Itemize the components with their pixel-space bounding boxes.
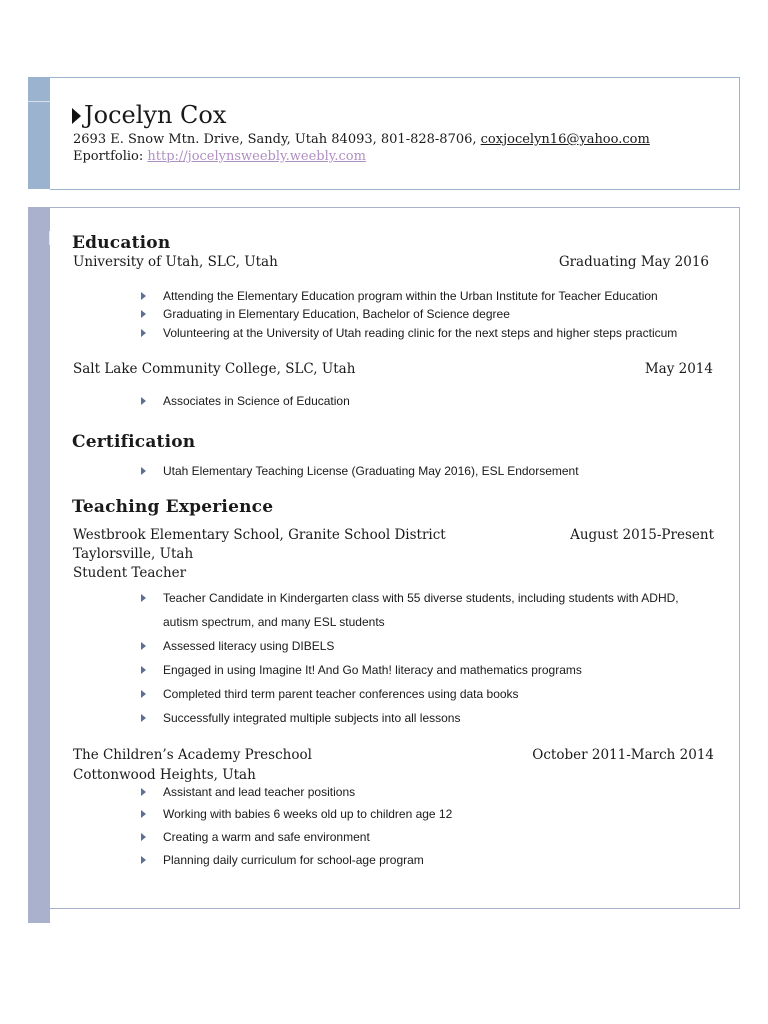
list-item: Working with babies 6 weeks old up to children age 12: [141, 807, 452, 821]
email-link[interactable]: coxjocelyn16@yahoo.com: [480, 132, 650, 147]
bullet-icon: [141, 856, 146, 864]
bullet-icon: [141, 594, 146, 602]
bullet-icon: [141, 690, 146, 698]
list-item: Planning daily curriculum for school-age program: [141, 853, 424, 867]
school-name: Salt Lake Community College, SLC, Utah: [73, 361, 356, 377]
list-item: Engaged in using Imagine It! And Go Math! literacy and mathematics programs: [141, 663, 582, 677]
school-date: Graduating May 2016: [558, 254, 709, 270]
bullet-icon: [141, 810, 146, 818]
list-item: Utah Elementary Teaching License (Graduating May 2016), ESL Endorsement: [141, 464, 579, 478]
employment-date: October 2011-March 2014: [532, 747, 714, 763]
body-accent-bar: [28, 207, 50, 923]
name-text: Jocelyn Cox: [84, 101, 227, 129]
list-item: Assistant and lead teacher positions: [141, 785, 355, 799]
portfolio-label: Eportfolio:: [73, 149, 148, 164]
section-heading-certification: Certification: [72, 432, 196, 452]
portfolio-line: [73, 149, 366, 164]
bullet-icon: [141, 397, 146, 405]
bullet-icon: [141, 666, 146, 674]
school-date: May 2014: [644, 361, 713, 377]
portfolio-link[interactable]: http://jocelynsweebly.weebly.com: [147, 149, 366, 164]
list-item: Creating a warm and safe environment: [141, 830, 370, 844]
header-accent-bar: [28, 77, 50, 189]
bullet-icon: [141, 714, 146, 722]
list-item: Assessed literacy using DIBELS: [141, 639, 334, 653]
employment-date: August 2015-Present: [570, 527, 714, 543]
bullet-icon: [141, 292, 146, 300]
bullet-icon: [141, 467, 146, 475]
triangle-bullet-icon: [72, 108, 81, 124]
section-heading-teaching-experience: Teaching Experience: [72, 497, 274, 517]
list-item: Teacher Candidate in Kindergarten class with 55 diverse students, including students with ADHD,: [141, 591, 679, 605]
list-item: Successfully integrated multiple subjects into all lessons: [141, 711, 460, 725]
bullet-icon: [141, 310, 146, 318]
list-item: Attending the Elementary Education program within the Urban Institute for Teacher Education: [141, 289, 658, 303]
employer-name: The Children’s Academy Preschool: [73, 747, 312, 763]
employment-location: Cottonwood Heights, Utah: [73, 767, 256, 783]
list-item-continuation: autism spectrum, and many ESL students: [163, 615, 385, 629]
school-name: University of Utah, SLC, Utah: [73, 254, 278, 270]
list-item: Associates in Science of Education: [141, 394, 350, 408]
list-item: Volunteering at the University of Utah reading clinic for the next steps and higher steps practicum: [141, 326, 677, 340]
contact-line: [73, 132, 650, 147]
bullet-icon: [141, 788, 146, 796]
list-item: Completed third term parent teacher conferences using data books: [141, 687, 519, 701]
contact-text: 2693 E. Snow Mtn. Drive, Sandy, Utah 84093, 801-828-8706,: [73, 132, 481, 147]
header-accent-tick: [28, 101, 50, 102]
section-heading-education: Education: [72, 233, 171, 253]
employer-name: Westbrook Elementary School, Granite School District: [73, 527, 446, 543]
bullet-icon: [141, 833, 146, 841]
employment-location: Taylorsville, Utah: [73, 546, 194, 562]
bullet-icon: [141, 329, 146, 337]
bullet-icon: [141, 642, 146, 650]
list-item: Graduating in Elementary Education, Bachelor of Science degree: [141, 307, 510, 321]
job-role: Student Teacher: [73, 565, 187, 581]
resume-name: [72, 101, 226, 129]
